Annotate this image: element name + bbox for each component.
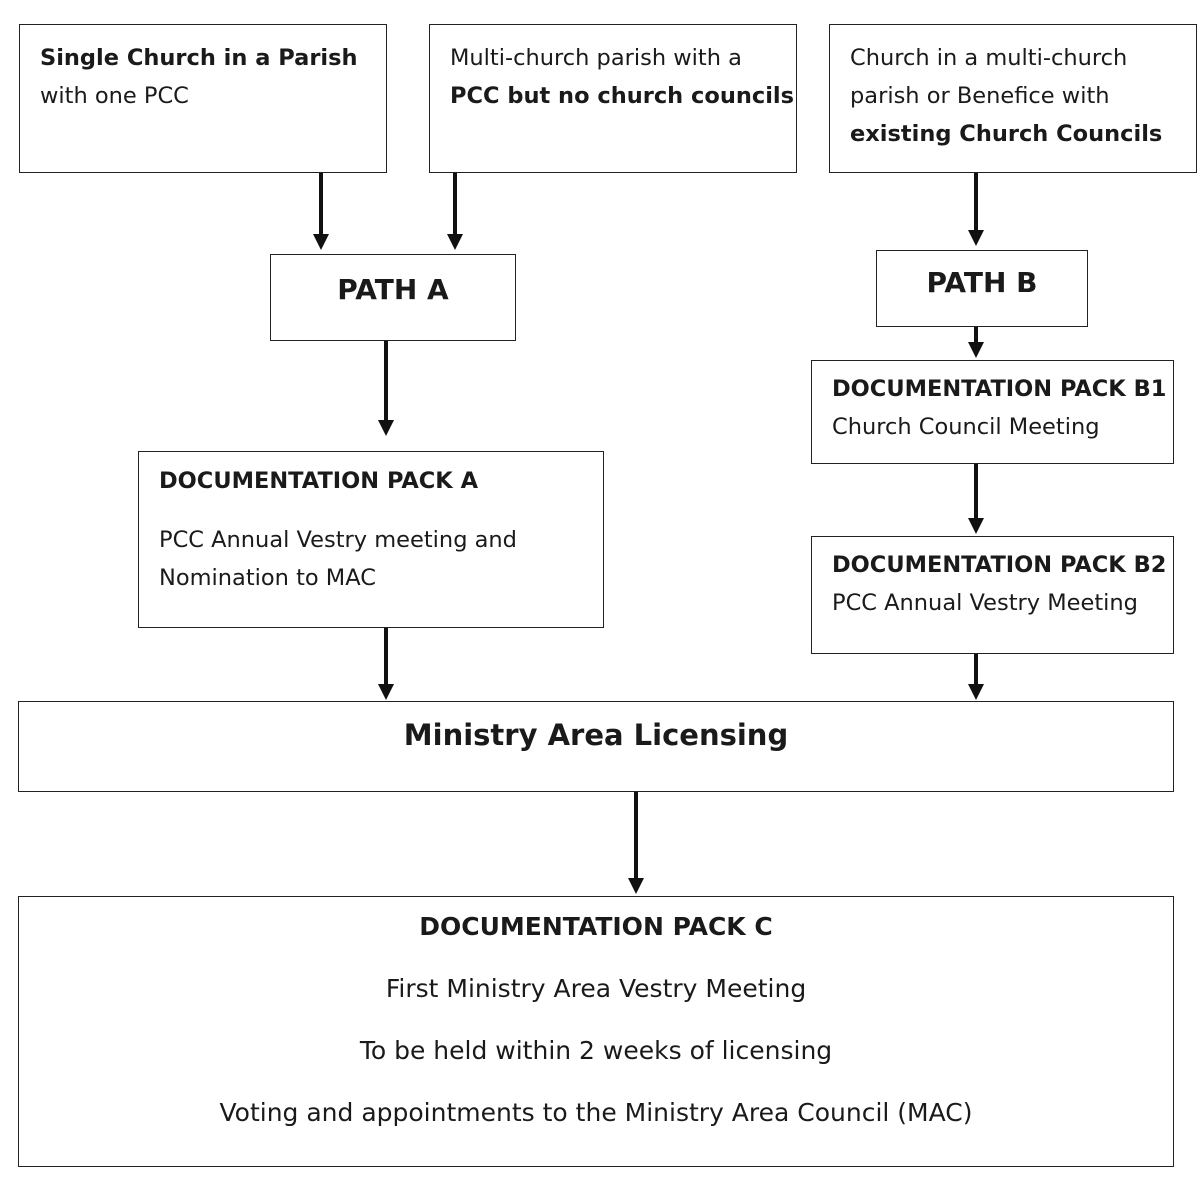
pack-c-line1: First Ministry Area Vestry Meeting xyxy=(385,974,807,1003)
church-councils-line3: existing Church Councils xyxy=(850,121,1163,147)
pack-b2-title: DOCUMENTATION PACK B2 xyxy=(832,552,1167,578)
pack-b1-description: Church Council Meeting xyxy=(832,414,1100,440)
church-councils-box xyxy=(829,24,1197,173)
pack-b2-box xyxy=(811,536,1174,654)
pack-a-box xyxy=(138,451,604,628)
pack-b1-title: DOCUMENTATION PACK B1 xyxy=(832,376,1167,402)
single-church-title: Single Church in a Parish xyxy=(40,45,358,71)
licensing-box xyxy=(18,701,1174,792)
pack-b2-description: PCC Annual Vestry Meeting xyxy=(832,590,1138,616)
pack-c-line2: To be held within 2 weeks of licensing xyxy=(359,1036,833,1065)
licensing-label: Ministry Area Licensing xyxy=(403,718,789,752)
multi-church-line1: Multi-church parish with a xyxy=(450,45,742,71)
path-a-label: PATH A xyxy=(337,273,449,306)
pack-c-title: DOCUMENTATION PACK C xyxy=(419,912,773,941)
pack-a-line1: PCC Annual Vestry meeting and xyxy=(159,527,517,553)
pack-c-box xyxy=(18,896,1174,1167)
church-councils-line1: Church in a multi-church xyxy=(850,45,1128,71)
pack-c-line3: Voting and appointments to the Ministry Area Council (MAC) xyxy=(219,1098,973,1127)
pack-b1-box xyxy=(811,360,1174,464)
pack-a-line2: Nomination to MAC xyxy=(159,565,376,591)
path-a-box xyxy=(270,254,516,341)
single-church-subtitle: with one PCC xyxy=(40,83,189,109)
pack-a-title: DOCUMENTATION PACK A xyxy=(159,468,478,494)
single-church-box xyxy=(19,24,387,173)
church-councils-line2: parish or Benefice with xyxy=(850,83,1110,109)
multi-church-box xyxy=(429,24,797,173)
path-b-label: PATH B xyxy=(926,266,1038,299)
multi-church-line2: PCC but no church councils xyxy=(450,83,795,109)
path-b-box xyxy=(876,250,1088,327)
